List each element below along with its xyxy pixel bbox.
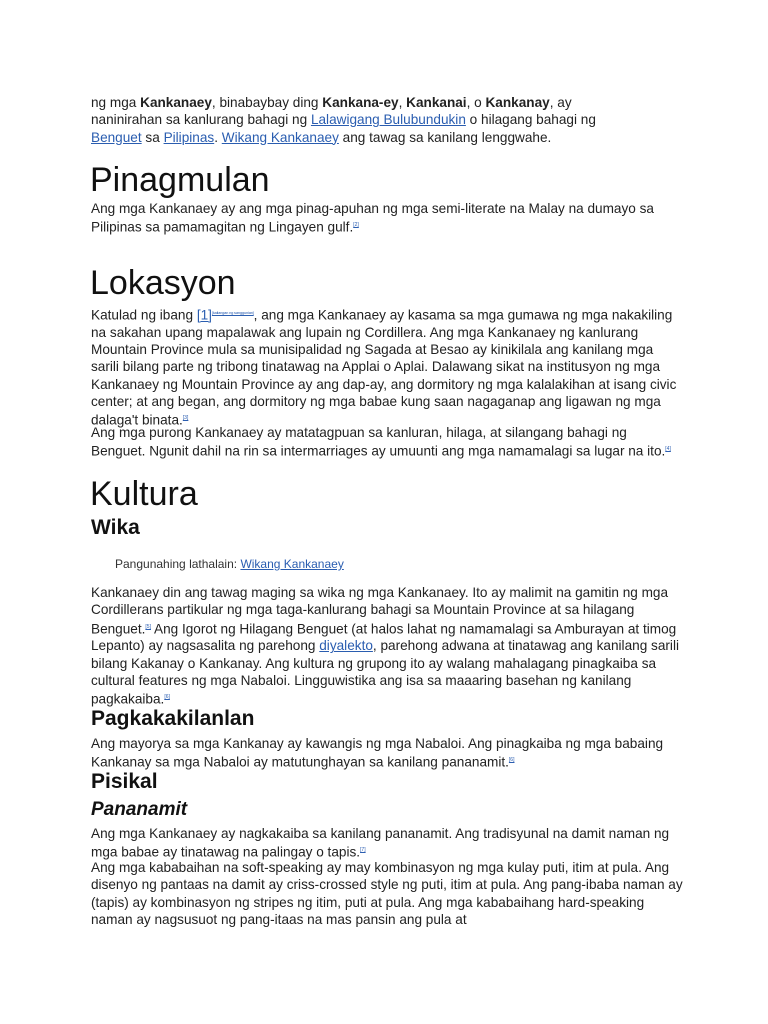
- lokasyon-text: Katulad ng ibang: [91, 307, 197, 323]
- intro-paragraph: [91, 94, 611, 146]
- heading-pisikal: Pisikal: [91, 770, 158, 793]
- lokasyon-text: Ang mga purong Kankanaey ay matatagpuan sa kanluran, hilaga, at silangang bahagi ng Benguet. Ngunit dahil na rin sa intermarriages ay umuunti ang mga namamalagi sa lugar na ito.: [91, 425, 666, 459]
- pagkakakilanlan-text: Ang mayorya sa mga Kankanay ay kawangis ng mga Nabaloi. Ang pinagkaiba ng mga babaing Kankanay sa mga Nabaloi ay matutunghayan sa kanilang pananamit.: [91, 736, 664, 770]
- link-diyalekto[interactable]: diyalekto: [319, 638, 373, 654]
- pinagmulan-paragraph: [91, 200, 683, 236]
- link-pilipinas[interactable]: Pilipinas: [163, 129, 215, 145]
- reference-link[interactable]: [6]: [164, 694, 170, 701]
- wika-paragraph: [91, 584, 683, 708]
- heading-lokasyon: Lokasyon: [90, 264, 236, 302]
- reference-link[interactable]: [3]: [182, 415, 189, 422]
- link-ref-1[interactable]: [1]: [196, 307, 212, 323]
- pagkakakilanlan-paragraph: [91, 735, 683, 771]
- heading-pagkakakilanlan: Pagkakakilanlan: [91, 707, 255, 730]
- pinagmulan-text: Ang mga Kankanaey ay ang mga pinag-apuhan ng mga semi-literate na Malay na dumayo sa Pilipinas sa pamamagitan ng Lingayen gulf.: [91, 201, 654, 235]
- term-kankana-ey: Kankana-ey: [322, 95, 399, 110]
- note-label: Pangunahing lathalain:: [115, 557, 241, 571]
- term-kankanaey: Kankanaey: [140, 95, 212, 110]
- heading-pananamit: Pananamit: [91, 799, 188, 820]
- reference-link[interactable]: [2]: [353, 222, 359, 229]
- main-article-note: [115, 556, 344, 572]
- intro-text: .: [214, 129, 222, 145]
- reference-link[interactable]: [6]: [508, 757, 515, 764]
- intro-text: o hilagang bahagi ng: [465, 112, 596, 128]
- pananamit-text: Ang mga kababaihan na soft-speaking ay may kombinasyon ng mga kulay puti, itim at pula. Ang disenyo ng pantaas na damit ay criss-crossed style ng puti, itim at pula. Ang pang-ibaba naman ay (tapis) ay kombinasyon ng stripes ng itim, puti at pula. Ang mga kababaihang hard-speaking naman ay nagsusuot ng pang-itaas na mas pansin ang pula at: [91, 860, 683, 927]
- link-lalawigang-bulubundukin[interactable]: Lalawigang Bulubundukin: [310, 112, 466, 128]
- pananamit-paragraph-1: [91, 825, 683, 861]
- citation-needed-link[interactable]: [kailangan ng sanggunian]: [211, 310, 254, 315]
- lokasyon-text: , ang mga Kankanaey ay kasama sa mga gumawa ng mga nakakiling na sakahan upang mapalawak ang lupain ng Cordillera. Ang mga Kankanaey ng kanlurang Mountain Province mula sa munisipalidad ng Sagada at Besao ay kinikilala ang kanilang mga sarili bilang parte ng tribong tinatawag na Applai o Aplai. Dalawang sikat na institusyon ng mga Kankanaey ng Mountain Province ay ang dap-ay, ang dormitory ng mga kalalakihan at isang civic center; at ang began, ang dormitory ng mga babae kung saan nagaganap ang ligawan ng mga dalaga't binata.: [91, 307, 677, 428]
- lokasyon-paragraph-2: [91, 424, 683, 460]
- heading-kultura: Kultura: [90, 475, 198, 513]
- intro-text: , binabaybay ding: [211, 95, 323, 110]
- reference-link[interactable]: [7]: [360, 847, 366, 854]
- intro-text: ng mga: [91, 95, 141, 110]
- link-wikang-kankanaey-main[interactable]: Wikang Kankanaey: [240, 557, 344, 571]
- intro-text: ,: [398, 95, 407, 110]
- reference-link[interactable]: [4]: [665, 446, 671, 453]
- heading-pinagmulan: Pinagmulan: [90, 161, 270, 199]
- link-benguet[interactable]: Benguet: [91, 129, 142, 145]
- lokasyon-paragraph-1: [91, 304, 683, 429]
- link-wikang-kankanaey[interactable]: Wikang Kankanaey: [221, 129, 339, 145]
- pananamit-paragraph-2: [91, 859, 683, 928]
- term-kankanai: Kankanai: [406, 95, 467, 110]
- intro-text: ang tawag sa kanilang lenggwahe.: [338, 129, 552, 145]
- wika-text: Ang Igorot ng Hilagang Benguet (at halos lahat ng namamalagi sa Amburayan at timog Lepanto) ay nagsasalita ng parehong: [91, 621, 677, 654]
- intro-text: , o: [466, 95, 486, 110]
- intro-text: sa: [141, 129, 164, 145]
- wika-text: , parehong adwana at tinatawag ang kanilang sarili bilang Kakanay o Kankanay. Ang kultura ng grupong ito ay walang mahalagang pinagkaiba sa cultural features ng mga Nabaloi. Lingguwistika ang isa sa maaaring basehan ng kanilang pagkakaiba.: [91, 638, 679, 707]
- intro-text: , ay naninirahan sa kanlurang bahagi ng: [91, 95, 572, 128]
- wika-text: Kankanaey din ang tawag maging sa wika ng mga Kankanaey. Ito ay malimit na gamitin ng mga Cordillerans partikular ng mga taga-kanlurang bahagi sa Mountain Province at sa hilagang Benguet.: [91, 585, 669, 637]
- reference-link[interactable]: [5]: [145, 623, 151, 630]
- term-kankanay: Kankanay: [485, 95, 550, 110]
- heading-wika: Wika: [91, 516, 140, 539]
- pananamit-text: Ang mga Kankanaey ay nagkakaiba sa kanilang pananamit. Ang tradisyunal na damit naman ng mga babae ay tinatawag na palingay o tapis.: [91, 826, 670, 860]
